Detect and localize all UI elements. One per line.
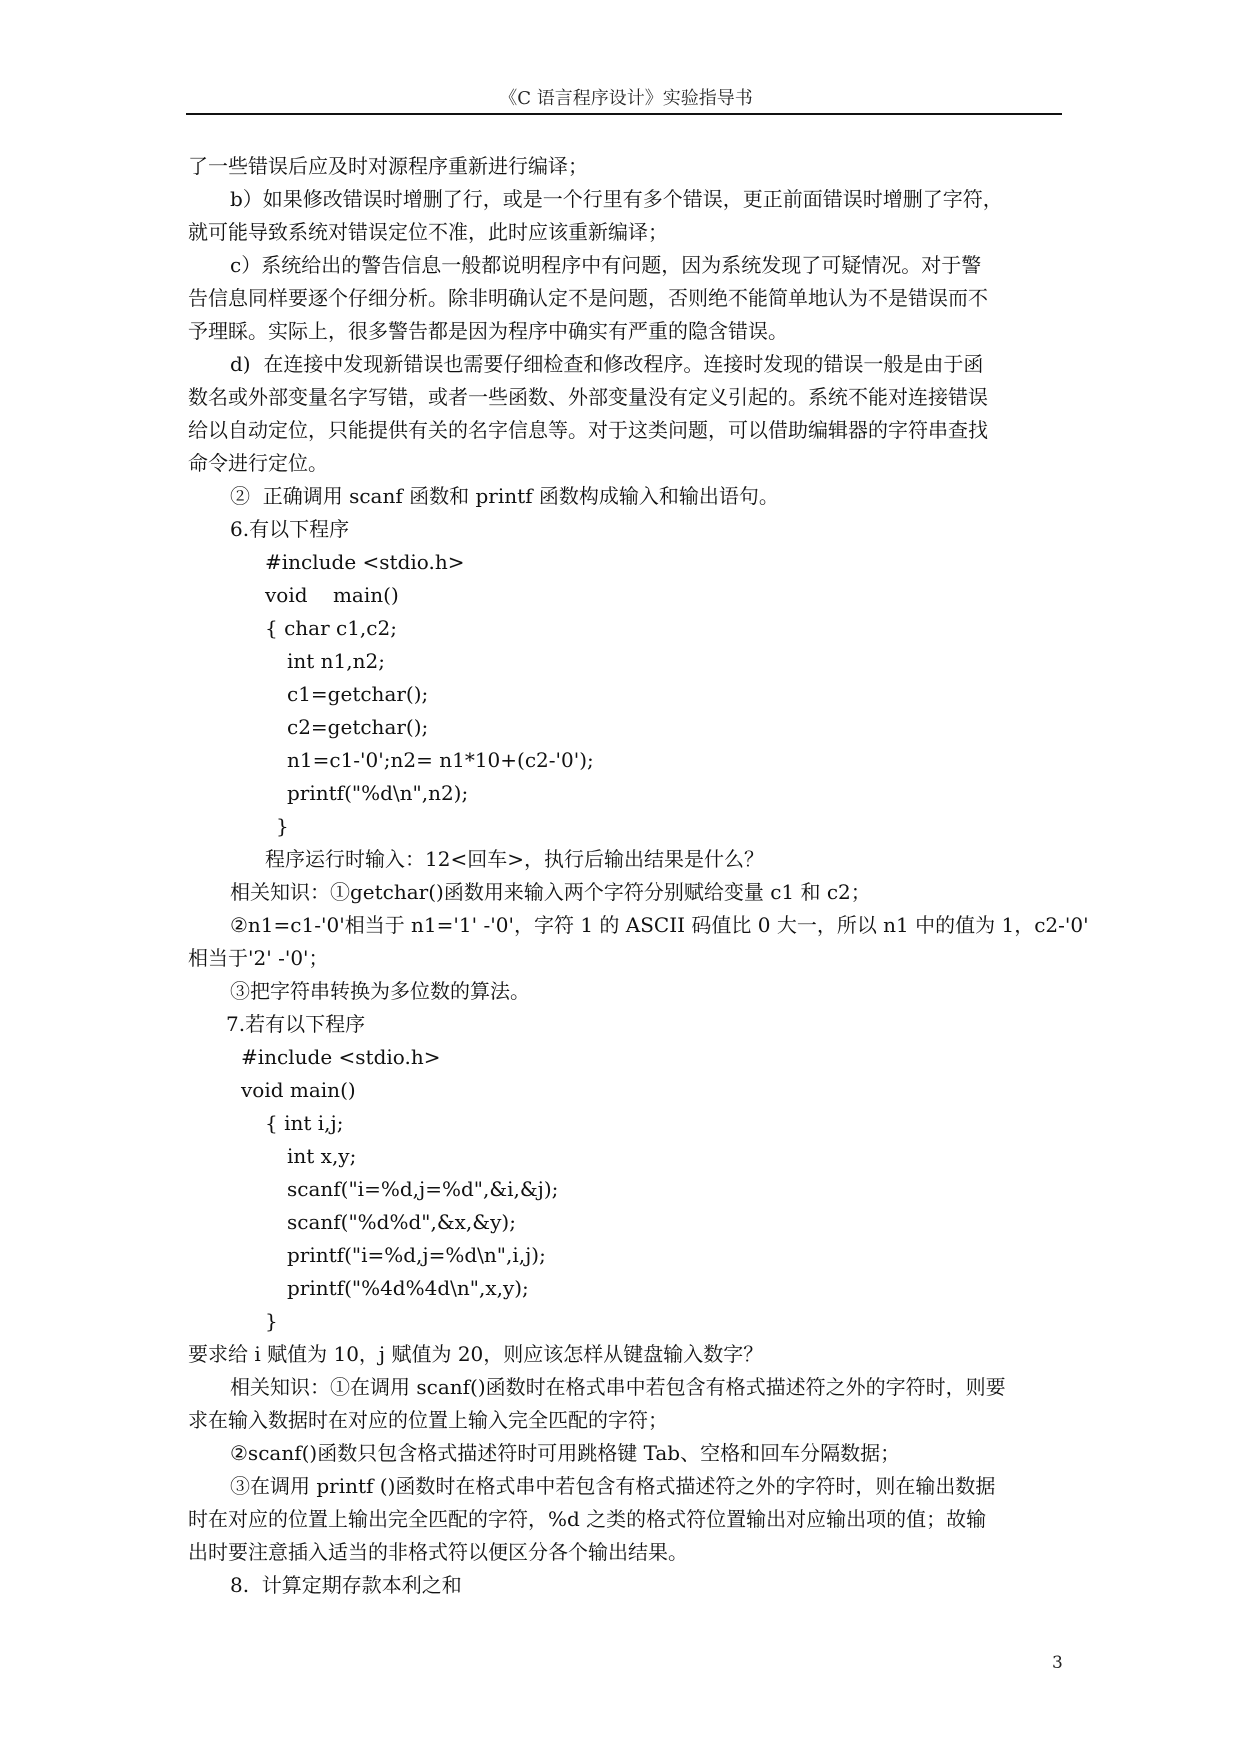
code-line: #include <stdio.h> <box>265 550 465 574</box>
code-line: } <box>276 814 289 838</box>
text-line: ②scanf()函数只包含格式描述符时可用跳格键 Tab、空格和回车分隔数据； <box>230 1441 901 1465</box>
text-line: 予理睬。实际上，很多警告都是因为程序中确实有严重的隐含错误。 <box>188 319 788 343</box>
code-line: #include <stdio.h> <box>241 1045 441 1069</box>
code-line: { int i,j; <box>265 1111 344 1135</box>
text-line: 出时要注意插入适当的非格式符以便区分各个输出结果。 <box>188 1540 688 1564</box>
text-line: 相当于'2' -'0'； <box>188 946 329 970</box>
code-line: scanf("i=%d,j=%d",&i,&j); <box>287 1177 559 1201</box>
text-line: 数名或外部变量名字写错，或者一些函数、外部变量没有定义引起的。系统不能对连接错误 <box>188 385 988 409</box>
text-line: ② 正确调用 scanf 函数和 printf 函数构成输入和输出语句。 <box>230 484 779 508</box>
text-line: 给以自动定位，只能提供有关的名字信息等。对于这类问题，可以借助编辑器的字符串查找 <box>188 418 988 442</box>
text-line: 时在对应的位置上输出完全匹配的字符，%d 之类的格式符位置输出对应输出项的值；故输 <box>188 1507 987 1531</box>
code-line: printf("i=%d,j=%d\n",i,j); <box>287 1243 546 1267</box>
code-line: int n1,n2; <box>287 649 385 673</box>
text-line: ③把字符串转换为多位数的算法。 <box>230 979 530 1003</box>
text-line: 就可能导致系统对错误定位不准，此时应该重新编译； <box>188 220 668 244</box>
code-line: c2=getchar(); <box>287 715 429 739</box>
code-line: void main() <box>241 1078 356 1102</box>
text-line: c）系统给出的警告信息一般都说明程序中有问题，因为系统发现了可疑情况。对于警 <box>230 253 982 277</box>
text-line: b）如果修改错误时增删了行，或是一个行里有多个错误，更正前面错误时增删了字符， <box>230 187 1003 211</box>
code-line: int x,y; <box>287 1144 357 1168</box>
text-line: d) 在连接中发现新错误也需要仔细检查和修改程序。连接时发现的错误一般是由于函 <box>230 352 984 376</box>
text-line: 求在输入数据时在对应的位置上输入完全匹配的字符； <box>188 1408 668 1432</box>
page-number: 3 <box>1052 1653 1063 1673</box>
code-line: c1=getchar(); <box>287 682 429 706</box>
code-line: { char c1,c2; <box>265 616 397 640</box>
text-line: 了一些错误后应及时对源程序重新进行编译； <box>188 154 588 178</box>
code-line: scanf("%d%d",&x,&y); <box>287 1210 516 1234</box>
code-line: n1=c1-'0';n2= n1*10+(c2-'0'); <box>287 748 594 772</box>
text-line: 命令进行定位。 <box>188 451 328 475</box>
question-heading: 7.若有以下程序 <box>226 1012 366 1036</box>
text-line: 相关知识：①getchar()函数用来输入两个字符分别赋给变量 c1 和 c2； <box>230 880 871 904</box>
running-header: 《C 语言程序设计》实验指导书 <box>499 88 753 109</box>
code-line: void main() <box>265 583 399 607</box>
header-rule <box>186 113 1062 115</box>
text-line: 相关知识：①在调用 scanf()函数时在格式串中若包含有格式描述符之外的字符时，则要 <box>230 1375 1006 1399</box>
text-line: 告信息同样要逐个仔细分析。除非明确认定不是问题，否则绝不能简单地认为不是错误而不 <box>188 286 988 310</box>
code-line: printf("%4d%4d\n",x,y); <box>287 1276 529 1300</box>
text-line: ②n1=c1-'0'相当于 n1='1' -'0'，字符 1 的 ASCII 码值比 0 大一，所以 n1 中的值为 1，c2-'0' <box>230 913 1089 937</box>
text-line: 程序运行时输入：12<回车>，执行后输出结果是什么？ <box>265 847 764 871</box>
text-line: ③在调用 printf ()函数时在格式串中若包含有格式描述符之外的字符时，则在输出数据 <box>230 1474 996 1498</box>
question-heading: 8. 计算定期存款本利之和 <box>230 1573 462 1597</box>
question-heading: 6.有以下程序 <box>230 517 350 541</box>
code-line: } <box>265 1309 278 1333</box>
text-line: 要求给 i 赋值为 10，j 赋值为 20，则应该怎样从键盘输入数字？ <box>188 1342 764 1366</box>
code-line: printf("%d\n",n2); <box>287 781 469 805</box>
